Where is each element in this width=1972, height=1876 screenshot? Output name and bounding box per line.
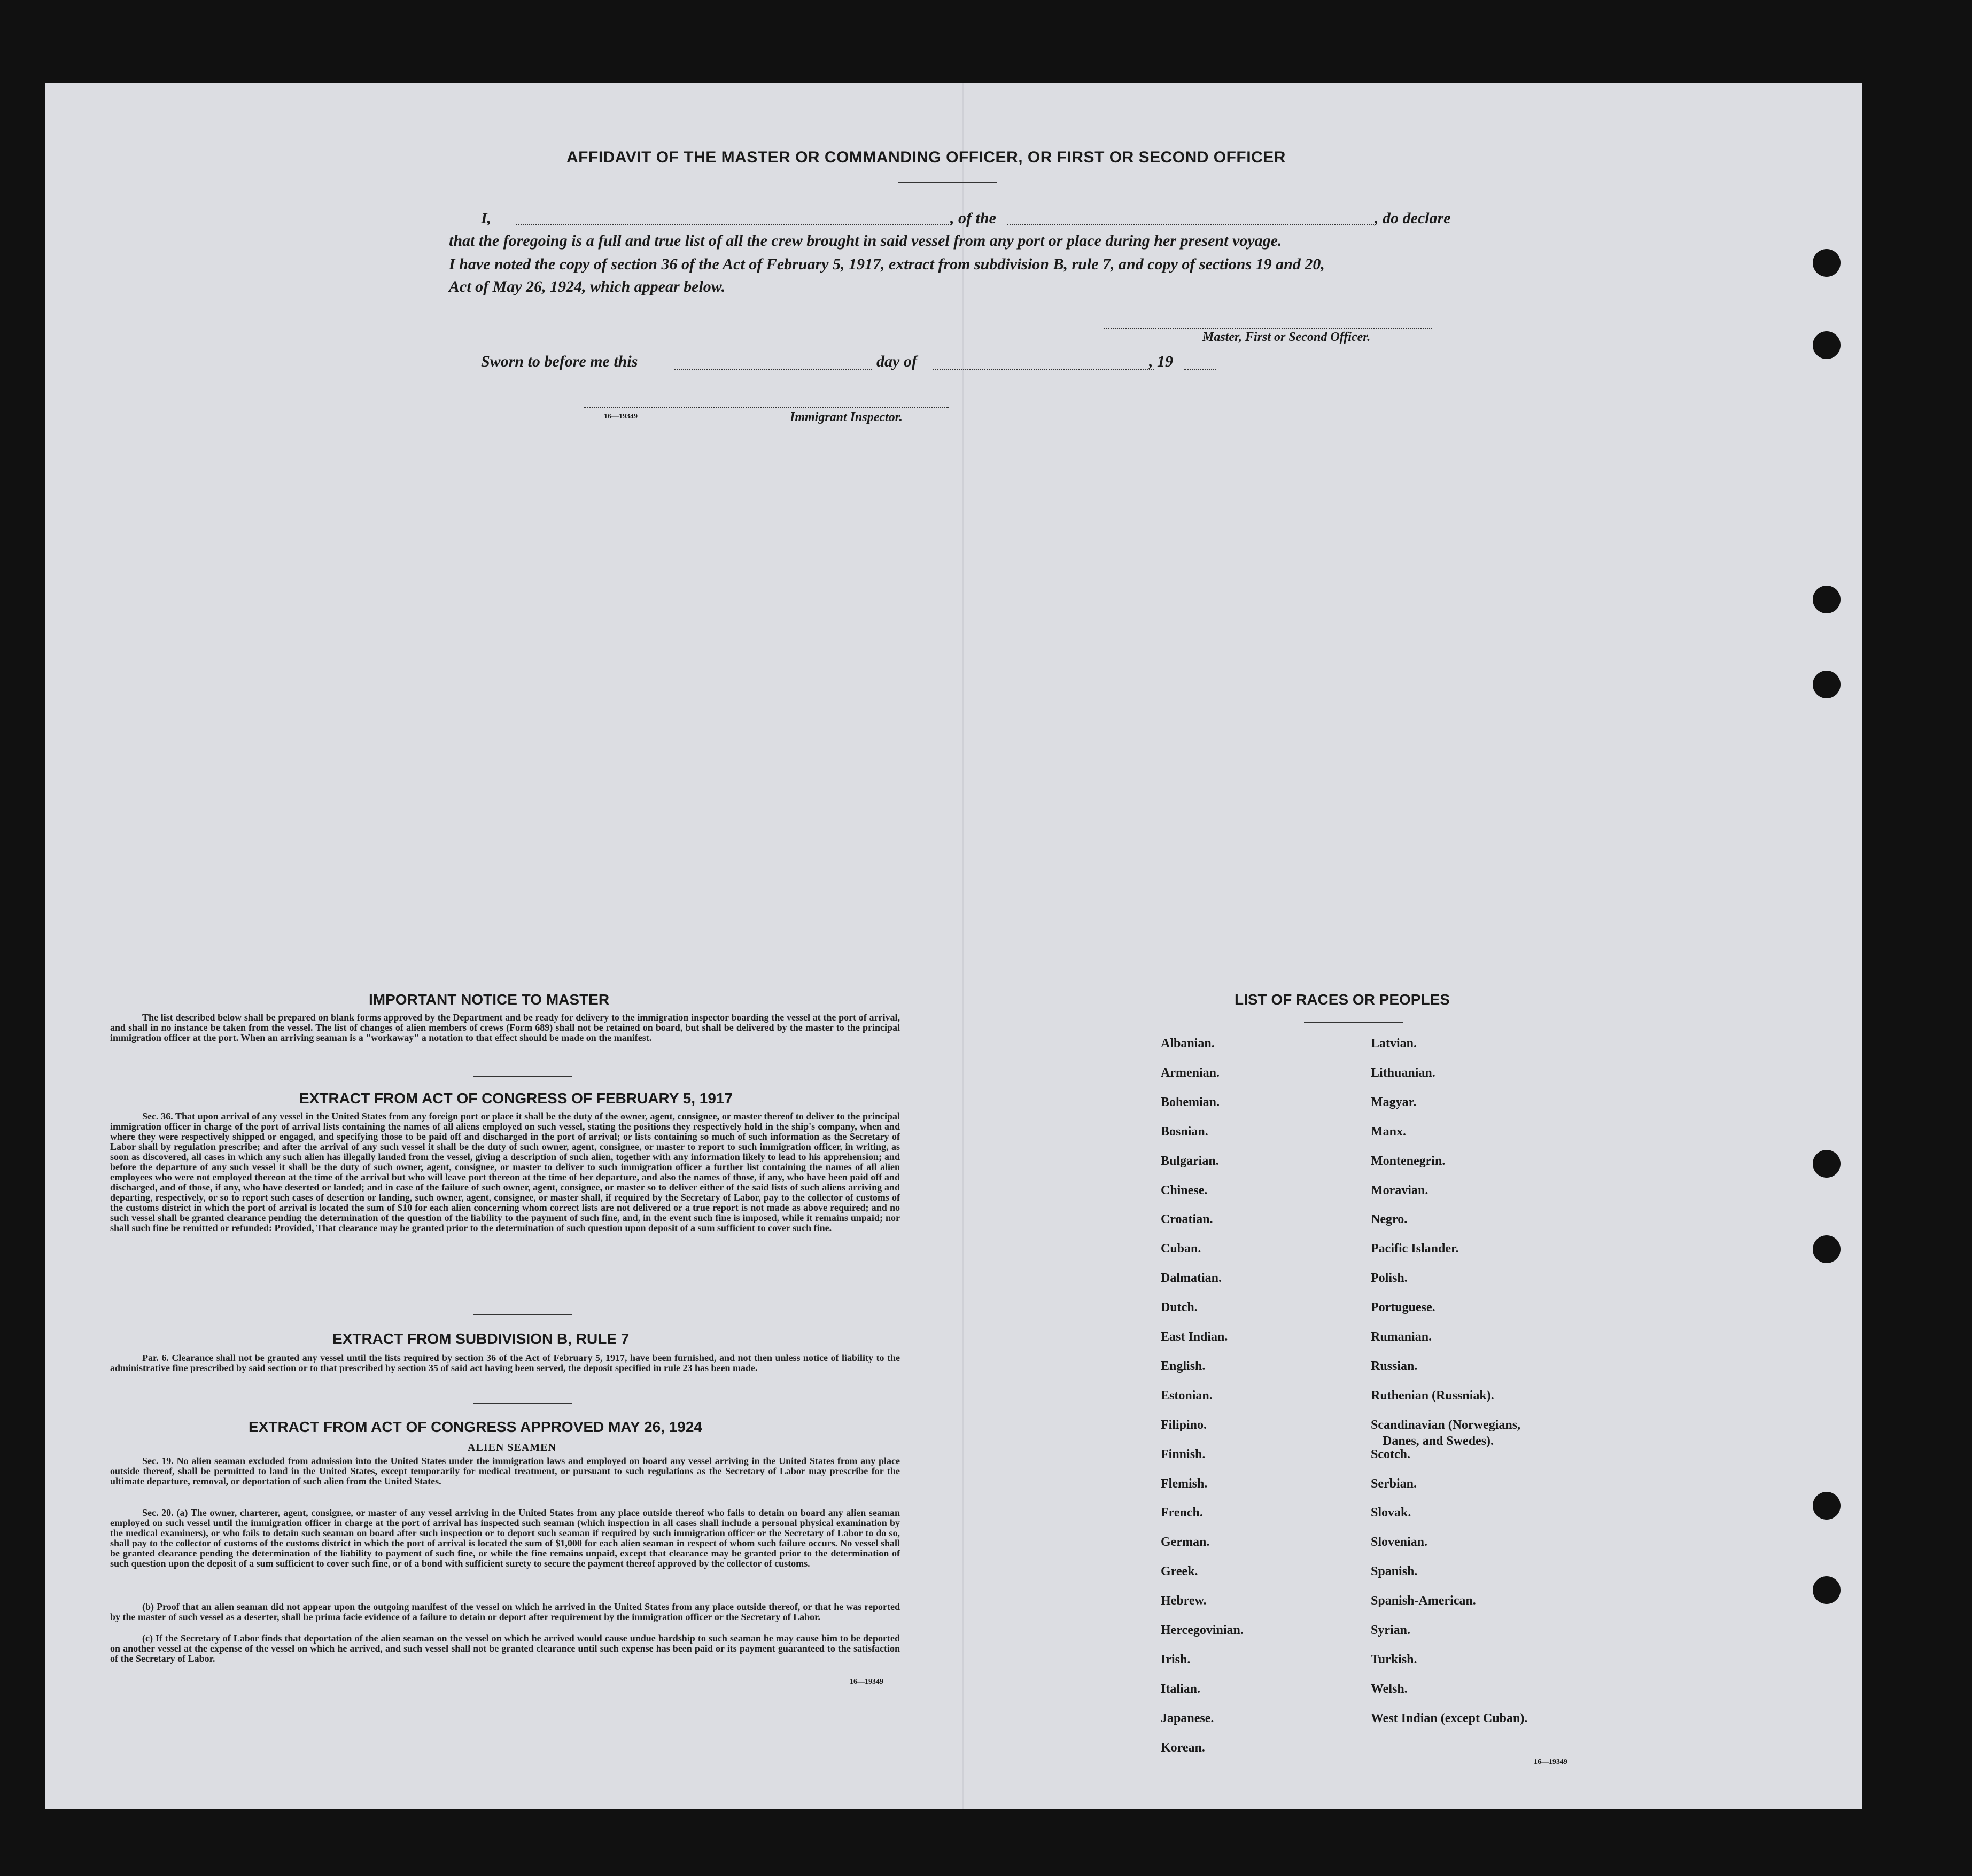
- race-list-item: Bulgarian.: [1161, 1154, 1219, 1168]
- race-list-item: Finnish.: [1161, 1447, 1206, 1461]
- name-blank[interactable]: [516, 224, 951, 225]
- race-list-item: English.: [1161, 1359, 1206, 1373]
- race-list-item: Latvian.: [1371, 1037, 1417, 1050]
- binder-hole: [1813, 331, 1841, 359]
- race-list-item: Greek.: [1161, 1564, 1198, 1579]
- race-list-item: Welsh.: [1371, 1682, 1408, 1696]
- affidavit-line3: I have noted the copy of section 36 of the Act of February 5, 1917, extract from subdivision B, rule 7, and copy of sections 19 and 20,: [449, 255, 1325, 273]
- master-signature-label: Master, First or Second Officer.: [1202, 330, 1371, 344]
- section-divider: [473, 1314, 572, 1315]
- year-blank[interactable]: [1184, 369, 1216, 370]
- inspector-label: Immigrant Inspector.: [790, 410, 903, 424]
- extract-1917-title: EXTRACT FROM ACT OF CONGRESS OF FEBRUARY 5, 1917: [299, 1090, 733, 1107]
- binder-hole: [1813, 249, 1841, 277]
- binder-hole: [1813, 1150, 1841, 1178]
- notice-title: IMPORTANT NOTICE TO MASTER: [369, 991, 610, 1008]
- race-list-item: Chinese.: [1161, 1183, 1208, 1197]
- section-divider: [473, 1403, 572, 1404]
- year-label: , 19: [1149, 353, 1173, 370]
- sworn-label: Sworn to before me this: [481, 353, 638, 370]
- affidavit-of-the: , of the: [950, 209, 996, 227]
- sec20a-body: Sec. 20. (a) The owner, charterer, agent, consignee, or master of any vessel arriving in the United States from any place outside thereof who fails to detain on board any alien seaman employed on such vessel until the immigration officer in charge at the port of arrival has inspected such seaman (which inspection in all cases shall include a personal physical examination by the medical examiners), or who fails to detain such seaman on board after such inspection or to deport such seaman if required by such immigration officer or the Secretary of Labor to do so, shall pay to the collector of customs of the customs district in which the port of arrival is located the sum of $1,000 for each alien seaman in respect of whom such failure occurs. No vessel shall be granted clearance pending the determination of the liability to payment of such fine, or while the fine remains unpaid, except that clearance may be granted prior to the determination of such question upon the deposit of a sum sufficient to cover such fine, or of a bond with sufficient surety to secure the payment thereof approved by the collector of customs.: [110, 1507, 900, 1569]
- affidavit-line4: Act of May 26, 1924, which appear below.: [449, 278, 726, 295]
- race-list-item: Albanian.: [1161, 1037, 1215, 1050]
- affidavit-i: I,: [481, 209, 492, 227]
- race-list-item: Ruthenian (Russniak).: [1371, 1388, 1494, 1403]
- race-list-item: Turkish.: [1371, 1652, 1417, 1667]
- race-list-item: Russian.: [1371, 1359, 1418, 1373]
- race-list-item: Flemish.: [1161, 1476, 1208, 1491]
- vessel-blank[interactable]: [1007, 224, 1376, 225]
- rule7-body: Par. 6. Clearance shall not be granted any vessel until the lists required by section 36 of the Act of February 5, 1917, have been furnished, and not then unless notice of liability to the administrative fine prescribed by said section or to that prescribed by section 35 of said act having been served, the deposit specified in rule 23 has been made.: [110, 1352, 900, 1373]
- race-list-item: Dalmatian.: [1161, 1271, 1222, 1286]
- race-list-item: French.: [1161, 1506, 1203, 1520]
- race-list-item: Manx.: [1371, 1124, 1406, 1139]
- race-list-item: Spanish-American.: [1371, 1594, 1476, 1608]
- race-list-item: Dutch.: [1161, 1301, 1198, 1315]
- race-list-item: Croatian.: [1161, 1212, 1213, 1227]
- binder-hole: [1813, 1492, 1841, 1520]
- race-list-item: Slovenian.: [1371, 1535, 1428, 1550]
- race-list-item: German.: [1161, 1535, 1210, 1550]
- extract-1917-body: Sec. 36. That upon arrival of any vessel in the United States from any foreign port or place it shall be the duty of the owner, agent, consignee, or master thereof to deliver to the principal immigration officer in charge of the port of arrival lists containing the names of all aliens employed on such vessel, stating the positions they respectively hold in the ship's company, when and where they were respectively shipped or engaged, and specifying those to be paid off and discharged in the port of arrival; or lists containing so much of such information as the Secretary of Labor shall by regulation prescribe; and after the arrival of any such vessel it shall be the duty of such owner, agent, consignee, or master to report to such immigration officer, in writing, as soon as discovered, all cases in which any such alien has illegally landed from the vessel, giving a description of such alien, together with any information likely to lead to his apprehension; and before the departure of any such vessel it shall be the duty of such owner, agent, consignee, or master to deliver to such immigration officer a further list containing the names of all alien employees who were not employed thereon at the time of the arrival but who will leave port thereon at the time of her departure, and also the names of those, if any, who have been paid off and discharged, and of those, if any, who have deserted or landed; and in case of the failure of such owner, agent, consignee, or master so to deliver either of the said lists of such aliens arriving and departing, respectively, or so to report such cases of desertion or landing, such owner, agent, consignee, or master shall, if required by the Secretary of Labor, pay to the collector of customs of the customs district in which the port of arrival is located the sum of $10 for each alien concerning whom correct lists are not delivered or a true report is not made as above required; and no such vessel shall be granted clearance pending the determination of the question of the liability to the payment of such fine, and, in the event such fine is imposed, while it remains unpaid; nor shall such fine be remitted or refunded: Provided, That clearance may be granted prior to the determination of such question upon deposit of a sum sufficient to cover such fine.: [110, 1111, 900, 1233]
- binder-hole: [1813, 1576, 1841, 1604]
- race-list-item: Serbian.: [1371, 1476, 1417, 1491]
- race-list-item: Estonian.: [1161, 1388, 1213, 1403]
- binder-hole: [1813, 586, 1841, 613]
- race-list-item: Syrian.: [1371, 1623, 1411, 1637]
- race-list-item: Danes, and Swedes).: [1383, 1434, 1494, 1448]
- race-list-item: Rumanian.: [1371, 1330, 1432, 1344]
- race-list-item: East Indian.: [1161, 1330, 1228, 1344]
- race-list-item: Lithuanian.: [1371, 1065, 1435, 1080]
- sworn-month-blank[interactable]: [933, 369, 1154, 370]
- form-number-right: 16—19349: [1534, 1758, 1567, 1766]
- inspector-signature-line[interactable]: [584, 407, 949, 408]
- race-list-item: Bohemian.: [1161, 1095, 1220, 1109]
- race-list-item: Spanish.: [1371, 1564, 1418, 1579]
- sworn-day-blank[interactable]: [674, 369, 872, 370]
- race-list-item: Portuguese.: [1371, 1301, 1435, 1315]
- binder-hole: [1813, 671, 1841, 698]
- race-list-item: Korean.: [1161, 1740, 1205, 1755]
- title-underline: [898, 182, 997, 183]
- race-list-item: Negro.: [1371, 1212, 1408, 1227]
- race-list-item: Italian.: [1161, 1682, 1201, 1696]
- race-list-item: Scotch.: [1371, 1447, 1410, 1461]
- extract-1924-title: EXTRACT FROM ACT OF CONGRESS APPROVED MAY 26, 1924: [249, 1419, 702, 1435]
- form-number-left: 16—19349: [850, 1678, 883, 1686]
- alien-seamen-subtitle: ALIEN SEAMEN: [468, 1442, 556, 1453]
- race-list-item: Japanese.: [1161, 1711, 1214, 1725]
- day-of-label: day of: [876, 353, 917, 370]
- race-list-item: Slovak.: [1371, 1506, 1411, 1520]
- sec19-body: Sec. 19. No alien seaman excluded from admission into the United States under the immigration laws and employed on board any vessel arriving in the United States from any place outside thereof, shall be permitted to land in the United States, except temporarily for medical treatment, or pursuant to such regulations as the Secretary of Labor may prescribe for the ultimate departure, removal, or deportation of such alien from the United States.: [110, 1455, 900, 1486]
- race-list-item: Moravian.: [1371, 1183, 1428, 1197]
- race-list-item: West Indian (except Cuban).: [1371, 1711, 1528, 1725]
- race-list-item: Irish.: [1161, 1652, 1191, 1667]
- race-list-item: Polish.: [1371, 1271, 1408, 1286]
- affidavit-line2: that the foregoing is a full and true list of all the crew brought in said vessel from any port or place during her present voyage.: [449, 232, 1282, 250]
- race-list-item: Bosnian.: [1161, 1124, 1208, 1139]
- master-signature-line[interactable]: [1104, 328, 1432, 329]
- race-list-item: Scandinavian (Norwegians,: [1371, 1418, 1521, 1432]
- race-list-item: Cuban.: [1161, 1242, 1201, 1256]
- sec20c-body: (c) If the Secretary of Labor finds that deportation of the alien seaman on the vessel on which he arrived would cause undue hardship to such seaman he may cause him to be deported on another vessel at the expense of the vessel on which he arrived, and such vessel shall not be granted clearance until such expense has been paid or its payment guaranteed to the satisfaction of the Secretary of Labor.: [110, 1633, 900, 1664]
- affidavit-declare: , do declare: [1375, 209, 1451, 227]
- race-list-item: Magyar.: [1371, 1095, 1417, 1109]
- binder-hole: [1813, 1235, 1841, 1263]
- race-list-item: Filipino.: [1161, 1418, 1207, 1432]
- race-list-item: Armenian.: [1161, 1065, 1220, 1080]
- race-list-item: Hercegovinian.: [1161, 1623, 1244, 1637]
- race-list-item: Pacific Islander.: [1371, 1242, 1459, 1256]
- rule7-title: EXTRACT FROM SUBDIVISION B, RULE 7: [332, 1330, 630, 1347]
- section-divider: [473, 1076, 572, 1077]
- sec20b-body: (b) Proof that an alien seaman did not appear upon the outgoing manifest of the vessel on which he arrived in the United States from any place outside thereof, or that he was reported by the master of such vessel as a deserter, shall be prima facie evidence of a failure to detain or deport after requirement by the immigration officer or the Secretary of Labor.: [110, 1601, 900, 1622]
- page-fold: [962, 83, 964, 1809]
- notice-body: The list described below shall be prepared on blank forms approved by the Department and be ready for delivery to the immigration inspector boarding the vessel at the port of arrival, and shall in no instance be taken from the vessel. The list of changes of alien members of crews (Form 689) shall not be retained on board, but shall be delivered by the master to the principal immigration officer at the port. When an arriving seaman is a "workaway" a notation to that effect should be made on the manifest.: [110, 1012, 900, 1043]
- race-list-item: Montenegrin.: [1371, 1154, 1446, 1168]
- form-number-top: 16—19349: [604, 412, 638, 421]
- affidavit-title: AFFIDAVIT OF THE MASTER OR COMMANDING OFFICER, OR FIRST OR SECOND OFFICER: [566, 149, 1286, 166]
- race-list-item: Hebrew.: [1161, 1594, 1207, 1608]
- races-title: LIST OF RACES OR PEOPLES: [1235, 991, 1450, 1008]
- races-title-underline: [1304, 1022, 1403, 1023]
